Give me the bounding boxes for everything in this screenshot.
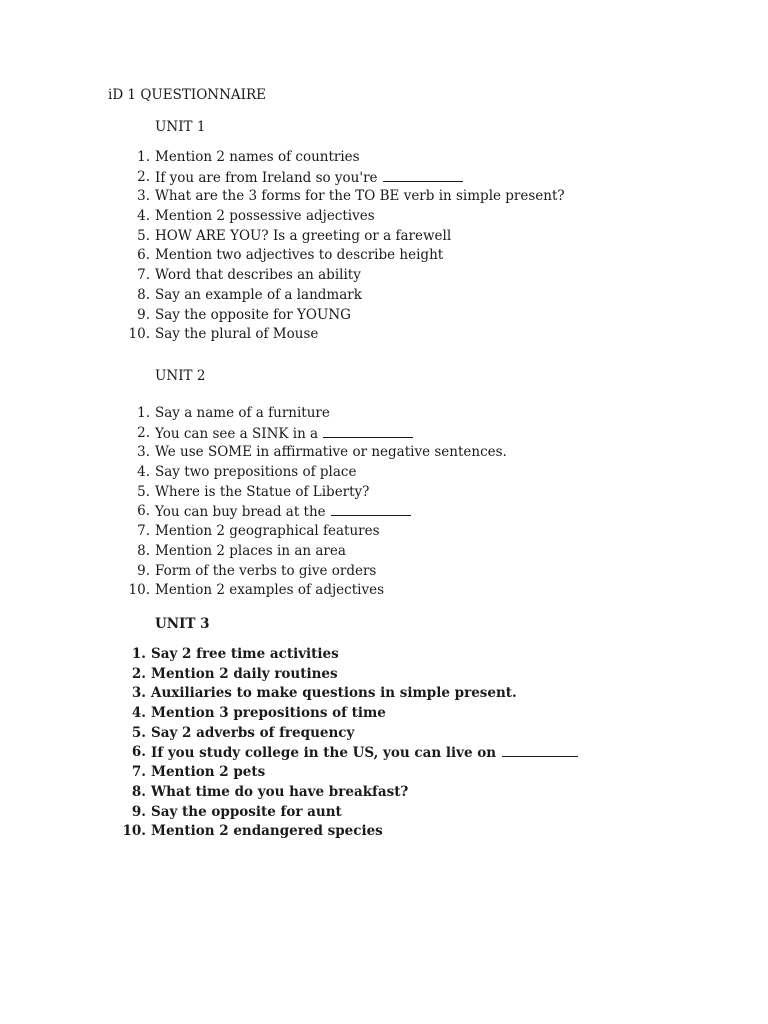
question-number: 2. [137,424,150,441]
question-number: 10. [128,326,150,343]
question-number: 1. [137,149,150,165]
question-text: Where is the Statue of Liberty? [155,483,370,500]
question-text: Mention 2 daily routines [151,665,338,682]
question-text: Mention 2 endangered species [151,823,383,840]
question-item [0,404,768,424]
question-item [0,443,768,463]
question-number: 9. [137,306,150,323]
question-item [0,645,768,665]
answer-blank [383,168,463,182]
question-number: 10. [122,823,146,840]
question-item [0,783,768,803]
question-item [0,246,768,266]
question-number: 3. [137,444,150,461]
question-text: Auxiliaries to make questions in simple present. [151,685,517,702]
unit-3-heading: UNIT 3 [155,616,210,632]
question-text: Form of the verbs to give orders [155,562,377,579]
question-item [0,684,768,704]
question-number: 9. [137,562,150,579]
question-item [0,822,768,842]
question-number: 9. [131,803,146,820]
question-text: Mention 3 prepositions of time [151,705,386,722]
answer-blank [323,424,413,438]
question-text: You can see a SINK in a [155,425,319,442]
question-number: 2. [137,168,150,185]
question-text: Say the opposite for aunt [151,803,342,820]
question-text: Mention 2 examples of adjectives [155,582,384,599]
question-number: 8. [131,783,146,800]
question-text: Mention 2 geographical features [155,523,380,540]
unit-2-heading: UNIT 2 [155,368,206,384]
question-item [0,743,768,763]
unit-2-question-list [0,404,768,601]
question-number: 7. [137,523,150,540]
question-text: Say a name of a furniture [155,405,330,421]
question-number: 6. [137,503,150,520]
question-item [0,724,768,744]
question-text: Mention 2 possessive adjectives [155,208,375,225]
question-number: 6. [131,744,146,761]
question-number: 7. [137,267,150,284]
question-number: 8. [137,286,150,303]
question-item [0,306,768,326]
question-item [0,502,768,522]
question-text: Say the opposite for YOUNG [155,306,351,323]
question-item [0,148,768,168]
question-number: 5. [137,483,150,500]
question-number: 4. [137,464,150,481]
question-number: 1. [131,646,146,662]
question-item [0,665,768,685]
answer-blank [502,743,578,757]
question-number: 4. [131,705,146,722]
question-text: Mention 2 pets [151,764,266,781]
question-number: 5. [137,227,150,244]
question-text: Say the plural of Mouse [155,326,319,343]
question-item [0,562,768,582]
question-text-with-blank [151,743,578,764]
question-text: If you are from Ireland so you're [155,169,378,186]
question-number: 6. [137,247,150,264]
question-item [0,483,768,503]
question-item [0,704,768,724]
question-text: If you study college in the US, you can live on [151,745,501,762]
question-item [0,286,768,306]
question-number: 1. [137,405,150,421]
question-text: What time do you have breakfast? [151,783,409,800]
question-item [0,763,768,783]
question-number: 7. [131,764,146,781]
question-item [0,325,768,345]
question-number: 4. [137,208,150,225]
question-text: Say 2 free time activities [151,646,339,662]
question-text: HOW ARE YOU? Is a greeting or a farewell [155,227,452,244]
answer-blank [331,502,411,516]
question-text-with-blank [155,168,463,189]
question-item [0,227,768,247]
question-text-with-blank [155,424,413,445]
question-item [0,266,768,286]
question-item [0,581,768,601]
question-item [0,522,768,542]
document-title: iD 1 QUESTIONNAIRE [108,87,266,103]
question-text: Say an example of a landmark [155,286,362,303]
question-text: Mention two adjectives to describe height [155,247,444,264]
question-number: 3. [137,188,150,205]
question-text-with-blank [155,502,411,523]
question-number: 5. [131,724,146,741]
question-item [0,424,768,444]
question-item [0,463,768,483]
question-text: Mention 2 names of countries [155,149,360,165]
question-text: You can buy bread at the [155,504,326,521]
question-number: 8. [137,542,150,559]
question-item [0,187,768,207]
question-text: We use SOME in affirmative or negative sentences. [155,444,507,461]
unit-1-question-list [0,148,768,345]
question-text: Say two prepositions of place [155,464,357,481]
question-text: What are the 3 forms for the TO BE verb in simple present? [155,188,565,205]
unit-1-heading: UNIT 1 [155,119,206,135]
question-text: Mention 2 places in an area [155,542,346,559]
question-item [0,803,768,823]
question-item [0,207,768,227]
question-text: Word that describes an ability [155,267,361,284]
unit-3-question-list [0,645,768,842]
question-number: 2. [131,665,146,682]
question-number: 3. [131,685,146,702]
question-number: 10. [128,582,150,599]
question-item [0,168,768,188]
question-text: Say 2 adverbs of frequency [151,724,355,741]
question-item [0,542,768,562]
